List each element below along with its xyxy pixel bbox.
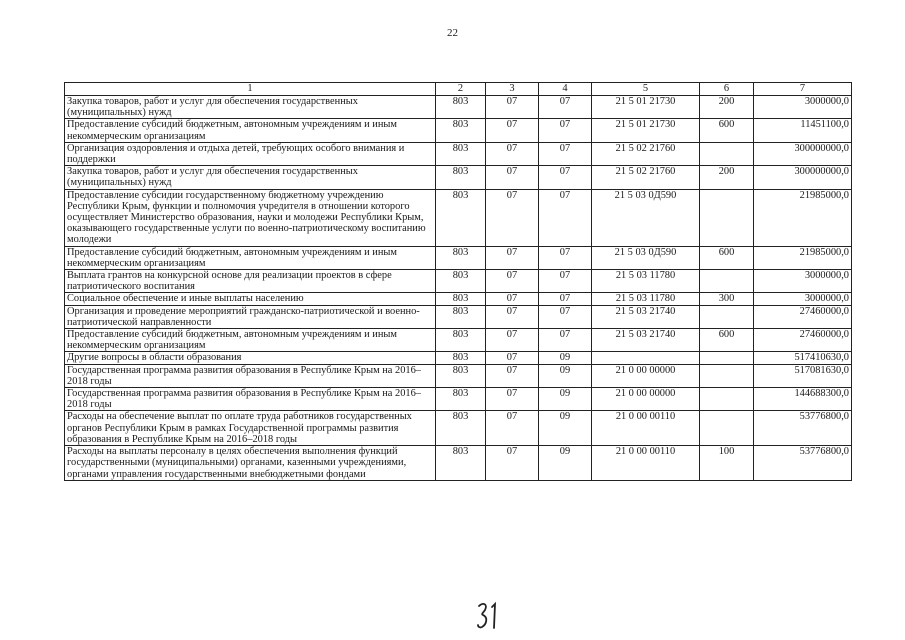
table-row bbox=[65, 352, 852, 364]
table-row bbox=[65, 293, 852, 305]
row-expense-type: 600 bbox=[700, 246, 754, 269]
row-target-article bbox=[592, 352, 700, 364]
row-ministry-code: 803 bbox=[436, 305, 486, 328]
row-subsection: 07 bbox=[539, 293, 592, 305]
row-sum: 517410630,0 bbox=[754, 352, 852, 364]
row-target-article: 21 0 00 00110 bbox=[592, 411, 700, 446]
row-section: 07 bbox=[486, 329, 539, 352]
row-ministry-code: 803 bbox=[436, 166, 486, 189]
row-ministry-code: 803 bbox=[436, 246, 486, 269]
row-target-article: 21 5 01 21730 bbox=[592, 96, 700, 119]
handwritten-page-mark bbox=[476, 600, 500, 630]
row-expense-type: 200 bbox=[700, 96, 754, 119]
row-subsection: 07 bbox=[539, 329, 592, 352]
row-sum: 300000000,0 bbox=[754, 166, 852, 189]
row-section: 07 bbox=[486, 96, 539, 119]
row-target-article: 21 5 03 0Д590 bbox=[592, 246, 700, 269]
row-section: 07 bbox=[486, 119, 539, 142]
row-ministry-code: 803 bbox=[436, 364, 486, 387]
table-row bbox=[65, 305, 852, 328]
table-row bbox=[65, 119, 852, 142]
row-expense-type bbox=[700, 305, 754, 328]
row-subsection: 07 bbox=[539, 189, 592, 246]
header-col-1: 1 bbox=[65, 83, 436, 96]
row-expense-type bbox=[700, 352, 754, 364]
row-target-article: 21 5 01 21730 bbox=[592, 119, 700, 142]
row-expense-type bbox=[700, 388, 754, 411]
row-sum: 21985000,0 bbox=[754, 189, 852, 246]
row-sum: 3000000,0 bbox=[754, 293, 852, 305]
row-target-article: 21 5 03 11780 bbox=[592, 293, 700, 305]
row-sum: 53776800,0 bbox=[754, 446, 852, 481]
row-ministry-code: 803 bbox=[436, 270, 486, 293]
table-row bbox=[65, 329, 852, 352]
header-col-3: 3 bbox=[486, 83, 539, 96]
table-row bbox=[65, 364, 852, 387]
row-subsection: 09 bbox=[539, 388, 592, 411]
table-row bbox=[65, 166, 852, 189]
row-expense-type bbox=[700, 411, 754, 446]
row-name: Организация оздоровления и отдыха детей, требующих особого внимания и поддержки bbox=[65, 142, 436, 165]
row-subsection: 09 bbox=[539, 446, 592, 481]
row-sum: 300000000,0 bbox=[754, 142, 852, 165]
header-col-4: 4 bbox=[539, 83, 592, 96]
row-section: 07 bbox=[486, 305, 539, 328]
row-sum: 3000000,0 bbox=[754, 96, 852, 119]
row-ministry-code: 803 bbox=[436, 329, 486, 352]
row-section: 07 bbox=[486, 352, 539, 364]
header-col-6: 6 bbox=[700, 83, 754, 96]
row-subsection: 07 bbox=[539, 305, 592, 328]
row-section: 07 bbox=[486, 166, 539, 189]
row-name: Предоставление субсидии государственному бюджетному учреждению Республики Крым, функции и полномочия учредителя в отношении которого осуществляет Министерство образования, науки и молодежи Республики Крым, оказывающего государственные услуги по военно-патриотическому воспитанию молодежи bbox=[65, 189, 436, 246]
table-row bbox=[65, 388, 852, 411]
row-target-article: 21 0 00 00000 bbox=[592, 388, 700, 411]
table-row bbox=[65, 189, 852, 246]
row-target-article: 21 0 00 00110 bbox=[592, 446, 700, 481]
table-row bbox=[65, 96, 852, 119]
row-target-article: 21 5 03 21740 bbox=[592, 329, 700, 352]
row-section: 07 bbox=[486, 142, 539, 165]
row-section: 07 bbox=[486, 189, 539, 246]
row-expense-type bbox=[700, 270, 754, 293]
row-expense-type bbox=[700, 189, 754, 246]
row-section: 07 bbox=[486, 411, 539, 446]
row-expense-type: 200 bbox=[700, 166, 754, 189]
row-ministry-code: 803 bbox=[436, 119, 486, 142]
row-target-article: 21 0 00 00000 bbox=[592, 364, 700, 387]
row-section: 07 bbox=[486, 364, 539, 387]
row-section: 07 bbox=[486, 246, 539, 269]
row-subsection: 07 bbox=[539, 246, 592, 269]
row-ministry-code: 803 bbox=[436, 189, 486, 246]
row-target-article: 21 5 03 0Д590 bbox=[592, 189, 700, 246]
row-subsection: 07 bbox=[539, 96, 592, 119]
row-subsection: 07 bbox=[539, 142, 592, 165]
row-section: 07 bbox=[486, 293, 539, 305]
row-subsection: 09 bbox=[539, 364, 592, 387]
row-name: Организация и проведение мероприятий гражданско-патриотической и военно-патриотической направленности bbox=[65, 305, 436, 328]
row-subsection: 09 bbox=[539, 352, 592, 364]
page-number: 22 bbox=[447, 27, 458, 39]
row-ministry-code: 803 bbox=[436, 293, 486, 305]
row-subsection: 07 bbox=[539, 270, 592, 293]
row-ministry-code: 803 bbox=[436, 142, 486, 165]
row-name: Государственная программа развития образования в Республике Крым на 2016–2018 годы bbox=[65, 388, 436, 411]
table-row bbox=[65, 411, 852, 446]
row-name: Предоставление субсидий бюджетным, автономным учреждениям и иным некоммерческим организациям bbox=[65, 246, 436, 269]
row-name: Другие вопросы в области образования bbox=[65, 352, 436, 364]
row-expense-type: 600 bbox=[700, 119, 754, 142]
row-name: Предоставление субсидий бюджетным, автономным учреждениям и иным некоммерческим организациям bbox=[65, 119, 436, 142]
row-target-article: 21 5 03 21740 bbox=[592, 305, 700, 328]
row-subsection: 09 bbox=[539, 411, 592, 446]
row-expense-type: 100 bbox=[700, 446, 754, 481]
table-header bbox=[65, 83, 852, 96]
row-expense-type: 300 bbox=[700, 293, 754, 305]
header-col-5: 5 bbox=[592, 83, 700, 96]
row-expense-type bbox=[700, 364, 754, 387]
header-col-2: 2 bbox=[436, 83, 486, 96]
row-ministry-code: 803 bbox=[436, 352, 486, 364]
row-ministry-code: 803 bbox=[436, 388, 486, 411]
table-row bbox=[65, 246, 852, 269]
row-ministry-code: 803 bbox=[436, 411, 486, 446]
row-name: Социальное обеспечение и иные выплаты населению bbox=[65, 293, 436, 305]
row-target-article: 21 5 02 21760 bbox=[592, 142, 700, 165]
row-sum: 21985000,0 bbox=[754, 246, 852, 269]
row-name: Расходы на выплаты персоналу в целях обеспечения выполнения функций государственными (муниципальными) органами, казенными учреждениями, органами управления государственными внебюджетными фондами bbox=[65, 446, 436, 481]
budget-table bbox=[64, 82, 852, 481]
row-section: 07 bbox=[486, 446, 539, 481]
row-name: Закупка товаров, работ и услуг для обеспечения государственных (муниципальных) нужд bbox=[65, 166, 436, 189]
row-ministry-code: 803 bbox=[436, 446, 486, 481]
row-sum: 53776800,0 bbox=[754, 411, 852, 446]
table-row bbox=[65, 270, 852, 293]
row-sum: 27460000,0 bbox=[754, 329, 852, 352]
row-sum: 144688300,0 bbox=[754, 388, 852, 411]
row-name: Предоставление субсидий бюджетным, автономным учреждениям и иным некоммерческим организациям bbox=[65, 329, 436, 352]
row-sum: 3000000,0 bbox=[754, 270, 852, 293]
row-name: Закупка товаров, работ и услуг для обеспечения государственных (муниципальных) нужд bbox=[65, 96, 436, 119]
row-expense-type: 600 bbox=[700, 329, 754, 352]
row-subsection: 07 bbox=[539, 119, 592, 142]
row-section: 07 bbox=[486, 270, 539, 293]
row-subsection: 07 bbox=[539, 166, 592, 189]
table-row bbox=[65, 446, 852, 481]
row-section: 07 bbox=[486, 388, 539, 411]
row-target-article: 21 5 02 21760 bbox=[592, 166, 700, 189]
header-col-7: 7 bbox=[754, 83, 852, 96]
row-ministry-code: 803 bbox=[436, 96, 486, 119]
row-name: Расходы на обеспечение выплат по оплате труда работников государственных органов Республики Крым в рамках Государственной программы развития образования в Республике Крым на 2016–2018 годы bbox=[65, 411, 436, 446]
row-name: Выплата грантов на конкурсной основе для реализации проектов в сфере патриотического воспитания bbox=[65, 270, 436, 293]
row-target-article: 21 5 03 11780 bbox=[592, 270, 700, 293]
row-sum: 517081630,0 bbox=[754, 364, 852, 387]
row-name: Государственная программа развития образования в Республике Крым на 2016–2018 годы bbox=[65, 364, 436, 387]
table-row bbox=[65, 142, 852, 165]
row-sum: 27460000,0 bbox=[754, 305, 852, 328]
row-sum: 11451100,0 bbox=[754, 119, 852, 142]
row-expense-type bbox=[700, 142, 754, 165]
